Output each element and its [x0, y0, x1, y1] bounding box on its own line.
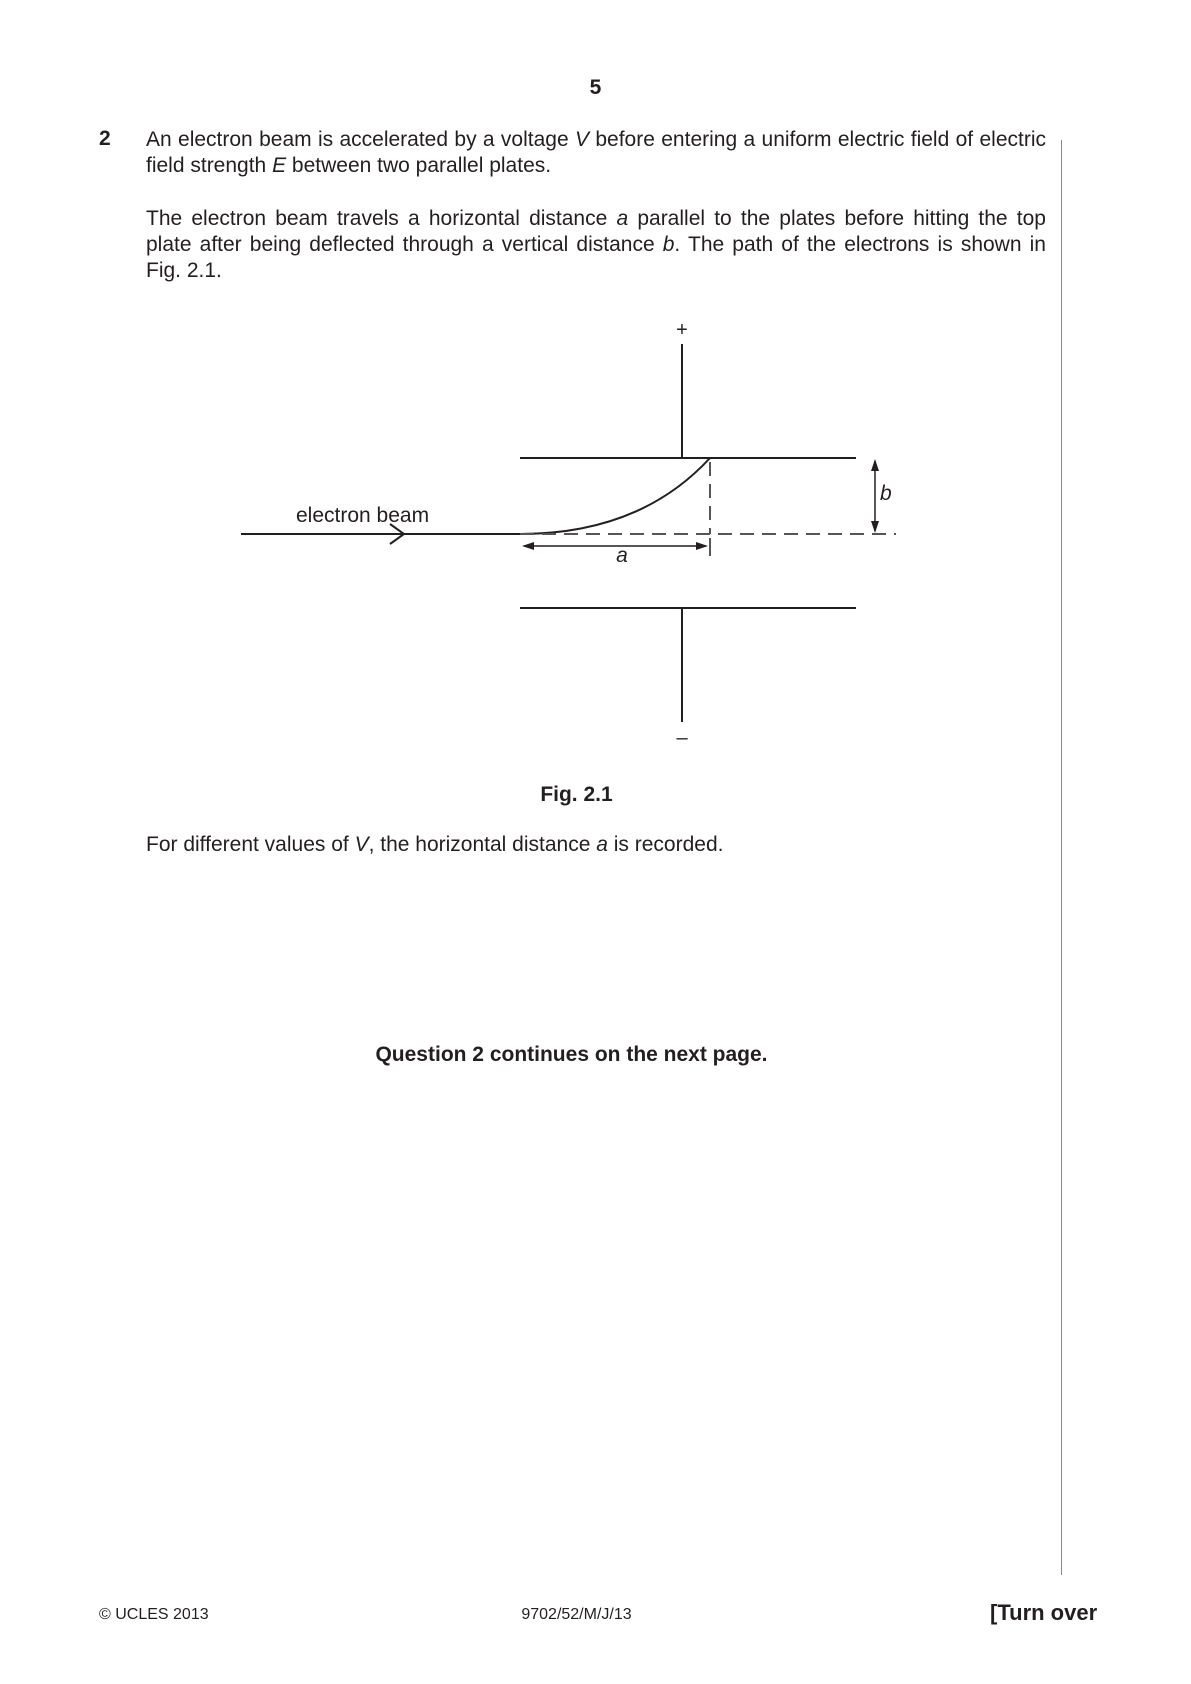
- plus-label: +: [676, 319, 688, 341]
- electron-path: [520, 458, 710, 534]
- symbol-b: b: [662, 233, 675, 256]
- text: , the horizontal distance: [368, 833, 597, 856]
- a-arrow-left: [522, 542, 534, 550]
- symbol-e: E: [272, 154, 287, 177]
- footer-code-text: 9702/52/M/J/13: [521, 1606, 632, 1623]
- figure-caption: [0, 783, 1191, 807]
- question-paragraph-3: [146, 832, 1046, 858]
- continues-notice: [0, 1043, 1191, 1067]
- beam-label: electron beam: [296, 504, 430, 527]
- turn-over-label: [Turn over: [990, 1600, 1098, 1625]
- footer-copyright: © UCLES 2013: [99, 1606, 209, 1623]
- b-arrow-bottom: [871, 521, 879, 533]
- text: between two parallel plates.: [286, 154, 552, 177]
- text: before entering a uniform electric field of electric field strength: [146, 128, 1046, 177]
- a-arrow-right: [696, 542, 708, 550]
- symbol-v: V: [575, 128, 590, 151]
- continues-text: Question 2 continues on the next page.: [375, 1043, 768, 1066]
- text: is recorded.: [607, 833, 724, 856]
- a-label: a: [616, 544, 628, 567]
- b-label: b: [880, 482, 892, 505]
- figure-caption-text: Fig. 2.1: [540, 783, 613, 806]
- text: An electron beam is accelerated by a voltage: [146, 128, 575, 151]
- text: The electron beam travels a horizontal distance: [146, 207, 617, 230]
- question-number: 2: [99, 127, 111, 150]
- minus-label: –: [676, 727, 688, 749]
- b-arrow-top: [871, 459, 879, 471]
- text: . The path of the electrons is shown in Fig. 2.1.: [146, 233, 1046, 282]
- symbol-a: a: [616, 207, 629, 230]
- symbol-v: V: [354, 833, 369, 856]
- symbol-a: a: [596, 833, 608, 856]
- text: parallel to the plates before hitting the top plate after being deflected through a vertical distance: [146, 207, 1046, 256]
- text: For different values of: [146, 833, 355, 856]
- page-number: 5: [589, 76, 602, 99]
